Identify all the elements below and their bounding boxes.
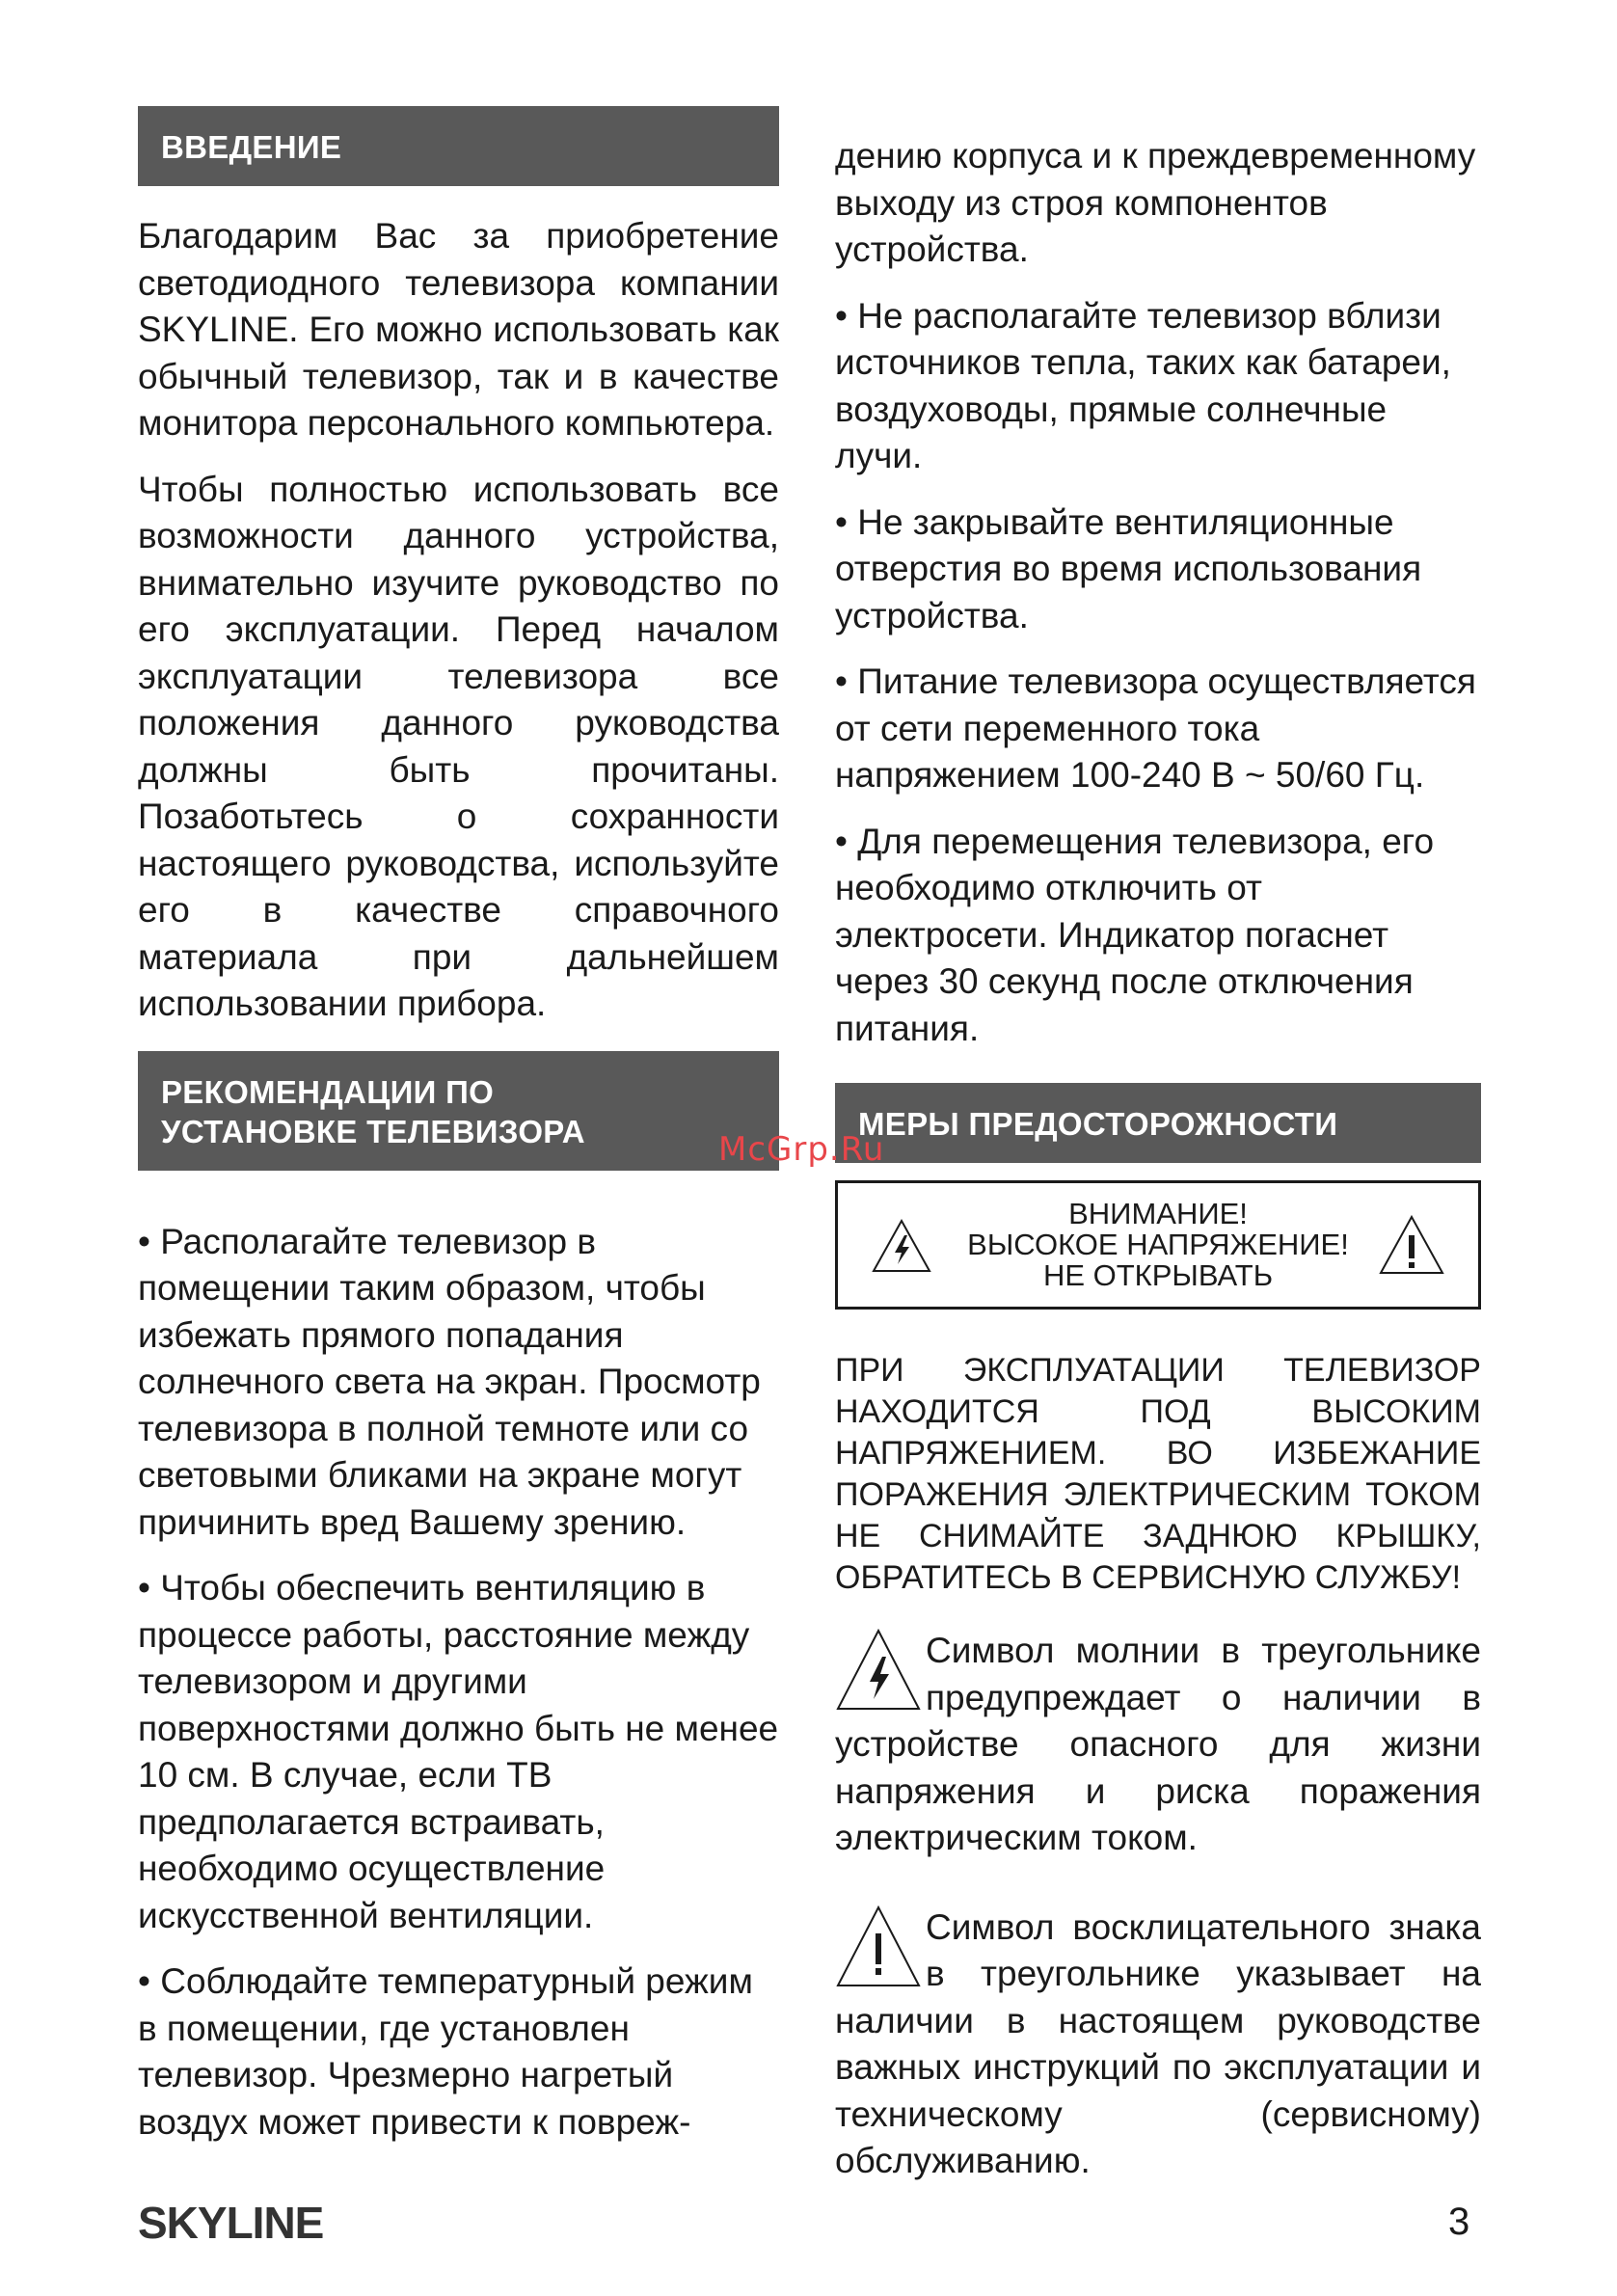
- section-header-intro: ВВЕДЕНИЕ: [138, 106, 779, 186]
- exclamation-triangle-icon: [835, 1904, 926, 1991]
- lightning-triangle-icon: [835, 1628, 926, 1715]
- section-header-safety: МЕРЫ ПРЕДОСТОРОЖНОСТИ: [835, 1083, 1481, 1163]
- warning-line-1: ВНИМАНИЕ!: [1068, 1197, 1248, 1230]
- intro-paragraph-2: Чтобы полностью использовать все возможности данного устройства, внимательно изучите руководство по его эксплуатации. Перед началом эксплуатации телевизора все положения данного руководства должны быть прочитаны. Позаботьтесь о сохранности настоящего руководства, используйте его в качестве справочного материала при дальнейшем использовании прибора.: [138, 469, 779, 1023]
- exclamation-triangle-icon: [1378, 1214, 1445, 1281]
- page-number: 3: [1448, 2201, 1470, 2243]
- high-voltage-caps-warning: ПРИ ЭКСПЛУАТАЦИИ ТЕЛЕВИЗОР НАХОДИТСЯ ПОД ВЫСОКИМ НАПРЯЖЕНИЕМ. ВО ИЗБЕЖАНИЕ ПОРАЖЕНИЯ ЭЛЕКТРИЧЕСКИМ ТОКОМ НЕ СНИМАЙТЕ ЗАДНЮЮ КРЫШКУ, ОБРАТИТЕСЬ В СЕРВИСНУЮ СЛУЖБУ!: [835, 1352, 1481, 1596]
- footer-brand-logo: SKYLINE: [138, 2198, 324, 2248]
- section-header-installation: [138, 1051, 779, 1171]
- intro-paragraph-1: Благодарим Вас за приобретение светодиодного телевизора компании SKYLINE. Его можно использовать как обычный телевизор, так и в качестве монитора персонального компьютера.: [138, 216, 779, 443]
- install-bullet-3-continued: дению корпуса и к преждевременному выходу из строя компонентов устройства.: [835, 136, 1476, 269]
- install-bullet-6: • Питание телевизора осуществляется от сети переменного тока напряжением 100-240 В ~ 50/60 Гц.: [835, 662, 1476, 795]
- lightning-symbol-description: [835, 1628, 1481, 1862]
- exclamation-symbol-description: [835, 1904, 1481, 2185]
- install-bullet-4: • Не располагайте телевизор вблизи источников тепла, таких как батареи, воздуховоды, прямые солнечные лучи.: [835, 295, 1451, 475]
- install-bullet-2: • Чтобы обеспечить вентиляцию в процессе работы, расстояние между телевизором и другими поверхностями должно быть не менее 10 см. В случае, если ТВ предполагается встраивать, необходимо осуществление искусственной вентиляции.: [138, 1568, 779, 1935]
- install-title-line2: УСТАНОВКЕ ТЕЛЕВИЗОРА: [161, 1113, 585, 1149]
- install-bullet-5: • Не закрывайте вентиляционные отверстия во время использования устройства.: [835, 501, 1422, 635]
- install-bullet-3: • Соблюдайте температурный режим в помещении, где установлен телевизор. Чрезмерно нагретый воздух может привести к повреж-: [138, 1961, 753, 2142]
- warning-line-2: ВЫСОКОЕ НАПРЯЖЕНИЕ!: [967, 1228, 1349, 1261]
- install-bullet-7: • Для перемещения телевизора, его необходимо отключить от электросети. Индикатор погаснет через 30 секунд после отключения питания.: [835, 821, 1435, 1048]
- high-voltage-warning-box: [835, 1180, 1481, 1310]
- install-title-line1: РЕКОМЕНДАЦИИ ПО: [161, 1073, 495, 1110]
- lightning-description-text: Символ молнии в треугольнике предупреждает о наличии в устройстве опасного для жизни напряжения и риска поражения электрическим током.: [835, 1631, 1481, 1857]
- watermark: McGrp.Ru: [718, 1130, 885, 1169]
- warning-line-3: НЕ ОТКРЫВАТЬ: [1042, 1258, 1274, 1292]
- left-column: [138, 106, 779, 2146]
- exclamation-description-text: Символ восклицательного знака в треугольнике указывает на наличии в настоящем руководстве важных инструкций по эксплуатации и техническому (сервисному) обслуживанию.: [835, 1906, 1481, 2180]
- right-column: [835, 133, 1481, 2185]
- install-bullet-1: • Располагайте телевизор в помещении таким образом, чтобы избежать прямого попадания солнечного света на экран. Просмотр телевизора в полной темноте или со световыми бликами на экране могут причинить вред Вашему зрению.: [138, 1221, 761, 1542]
